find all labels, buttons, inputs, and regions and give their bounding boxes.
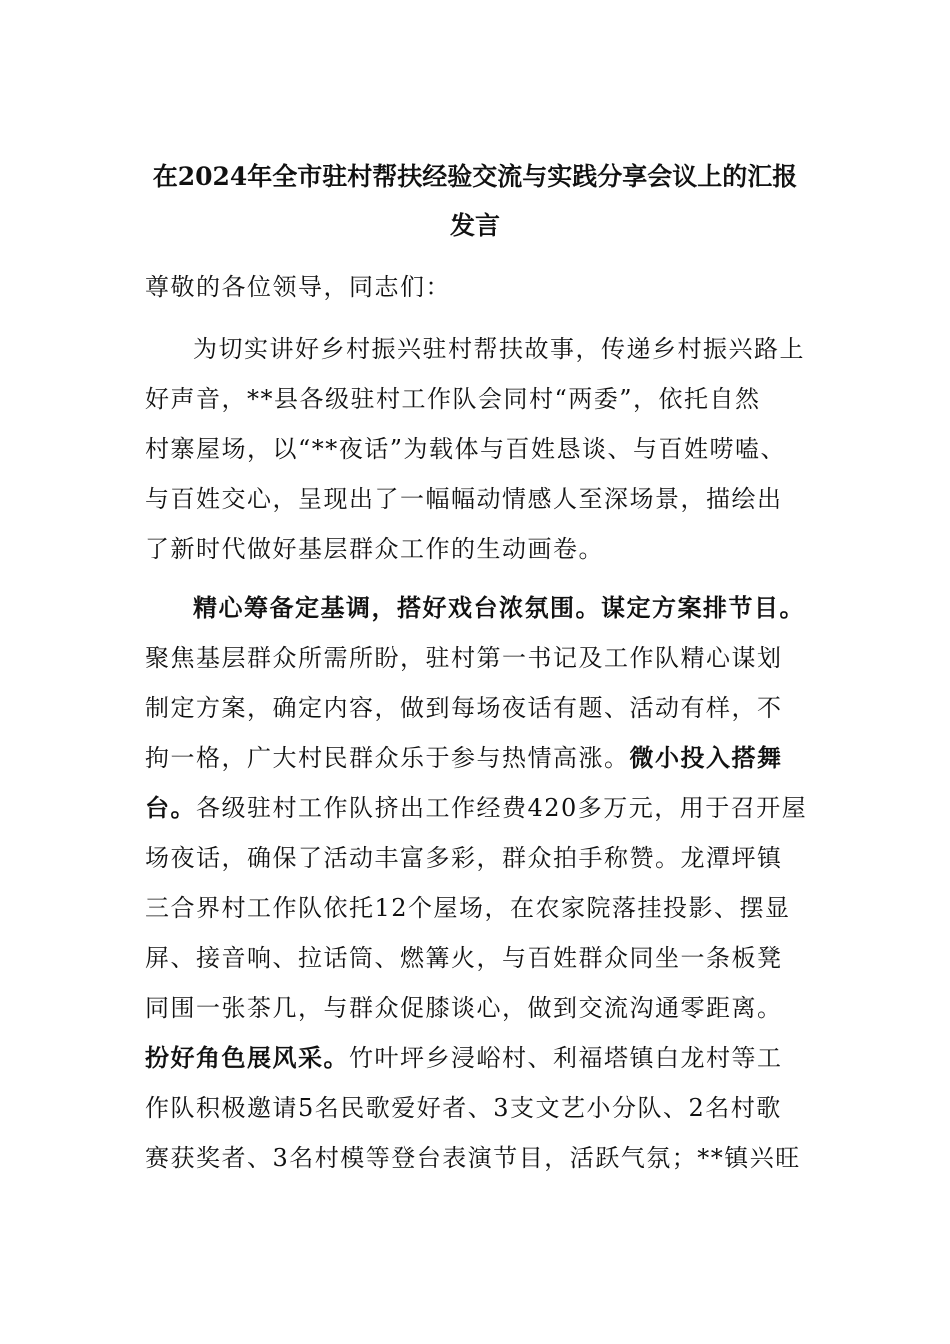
paragraph-2-line-5 — [145, 783, 865, 833]
paragraph-2-line-8: 屏、接音响、拉话筒、燃篝火，与百姓群众同坐一条板凳 — [145, 944, 783, 972]
paragraph-1 — [145, 324, 865, 574]
paragraph-2-line-4-text: 拘一格，广大村民群众乐于参与热情高涨。 — [145, 744, 630, 772]
paragraph-2-line-5-text: 各级驻村工作队挤出工作经费420多万元，用于召开屋 — [196, 794, 808, 822]
paragraph-1-line-5: 了新时代做好基层群众工作的生动画卷。 — [145, 535, 604, 563]
subheading-micro-investment: 微小投入搭舞 — [629, 743, 783, 772]
paragraph-2-line-3: 制定方案，确定内容，做到每场夜话有题、活动有样，不 — [145, 694, 783, 722]
paragraph-1-line-2: 好声音，**县各级驻村工作队会同村“两委”，依托自然 — [145, 385, 761, 413]
salutation: 尊敬的各位领导，同志们： — [145, 273, 451, 301]
paragraph-2-line-11: 作队积极邀请5名民歌爱好者、3支文艺小分队、2名村歌 — [145, 1094, 782, 1122]
section-heading-1: 精心筹备定基调，搭好戏台浓氛围。谋定方案排节目。 — [193, 593, 805, 622]
paragraph-2-line-9: 同围一张茶几，与群众促膝谈心，做到交流沟通零距离。 — [145, 994, 783, 1022]
paragraph-2-line-4 — [145, 733, 865, 783]
document-title-line-2: 发言 — [449, 211, 500, 240]
paragraph-1-line-4: 与百姓交心，呈现出了一幅幅动情感人至深场景，描绘出 — [145, 485, 783, 513]
paragraph-1-line-1: 为切实讲好乡村振兴驻村帮扶故事，传递乡村振兴路上 — [193, 335, 805, 363]
paragraph-2-line-10 — [145, 1033, 865, 1083]
paragraph-2-line-12: 赛获奖者、3名村模等登台表演节目，活跃气氛；**镇兴旺 — [145, 1144, 801, 1172]
paragraph-2-line-7: 三合界村工作队依托12个屋场，在农家院落挂投影、摆显 — [145, 894, 791, 922]
paragraph-1-line-3: 村寨屋场，以“**夜话”为载体与百姓恳谈、与百姓唠嗑、 — [145, 435, 787, 463]
paragraph-2 — [145, 583, 865, 1183]
paragraph-2-line-10-text: 竹叶坪乡浸峪村、利福塔镇白龙村等工 — [349, 1044, 783, 1072]
document-title-line-1: 在2024年全市驻村帮扶经验交流与实践分享会议上的汇报 — [152, 162, 798, 191]
paragraph-2-line-2: 聚焦基层群众所需所盼，驻村第一书记及工作队精心谋划 — [145, 644, 783, 672]
subheading-play-roles: 扮好角色展风采。 — [145, 1043, 349, 1072]
salutation-block — [145, 262, 865, 312]
paragraph-2-line-6: 场夜话，确保了活动丰富多彩，群众拍手称赞。龙潭坪镇 — [145, 844, 783, 872]
subheading-micro-investment-end: 台。 — [145, 793, 196, 822]
